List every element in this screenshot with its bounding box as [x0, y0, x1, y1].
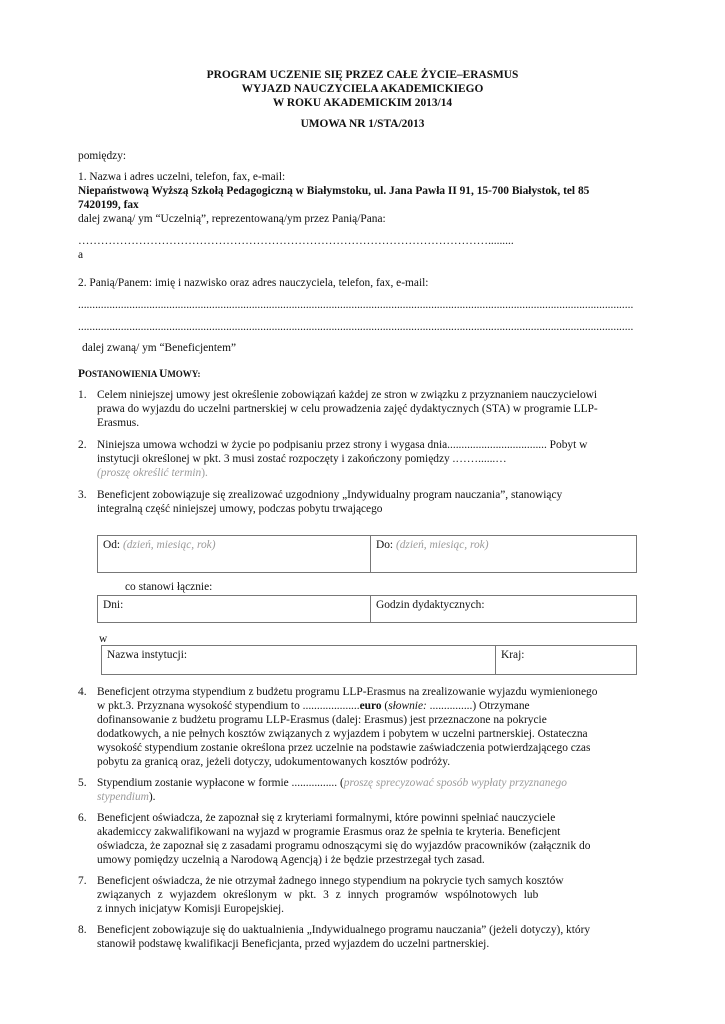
country-field[interactable]: Kraj: — [496, 646, 637, 675]
item-3-text: Beneficjent zobowiązuje się zrealizować uzgodniony „Indywidualny program nauczania”, stanowiący integralną część niniejszej umowy, podczas pobytu trwającego — [97, 489, 563, 515]
item-3-number: 3. — [78, 489, 87, 501]
item-6-text: Beneficjent oświadcza, że zapoznał się z kryteriami formalnymi, które powinni spełniać nauczyciele akademiccy zakwalifikowani na wyjazd w programie Erasmus oraz że spełnia te kryteria. Beneficjent oświadcza, że zapoznał się z zasadami programu odnoszącymi się do wyjazdów pracowników (załącznik do umowy pomiędzy uczelnią a Narodową Agencją) i że będzie przestrzegał tych zasad. — [97, 812, 591, 866]
from-date-field[interactable]: Od: (dzień, miesiąc, rok) — [98, 536, 371, 573]
item-7-number: 7. — [78, 875, 87, 887]
item-2-text: Niniejsza umowa wchodzi w życie po podpisaniu przez strony i wygasa dnia................................... Pobyt w instytucji określonej w pkt. 3 musi zostać rozpoczęty i zakończony pomiędzy .……......… (proszę określić termin). — [97, 439, 588, 479]
total-label: co stanowi łącznie: — [125, 581, 213, 593]
party2-label: 2. Panią/Panem: imię i nazwisko oraz adres nauczyciela, telefon, fax, e-mail: — [78, 277, 429, 289]
header-line-1: PROGRAM UCZENIE SIĘ PRZEZ CAŁE ŻYCIE–ERASMUS — [206, 69, 519, 81]
institution-name-field[interactable]: Nazwa instytucji: — [102, 646, 496, 675]
teacher-dots-1: ................................................................................................................................................................................................... — [78, 299, 634, 311]
item-4-number: 4. — [78, 686, 87, 698]
item-6-number: 6. — [78, 812, 87, 824]
university-name-line-2: 7420199, fax — [78, 199, 139, 211]
item-1-text: Celem niniejszej umowy jest określenie zobowiązań każdej ze stron w związku z przyznaniem nauczycielowi prawa do wyjazdu do uczelni partnerskiej w celu prowadzenia zajęć dydaktycznych (STA) w programie LLP- Erasmus. — [97, 389, 598, 429]
university-name-line-1: Niepaństwową Wyższą Szkołą Pedagogiczną w Białymstoku, ul. Jana Pawła II 91, 15-700 Białystok, tel 85 — [78, 185, 590, 197]
represented-by-text: dalej zwaną/ ym “Uczelnią”, reprezentowaną/ym przez Panią/Pana: — [78, 213, 386, 225]
item-5-text: Stypendium zostanie wypłacone w formie ................ (proszę sprecyzować sposób wypłaty przyznanego stypendium). — [97, 777, 567, 803]
header-line-2: WYJAZD NAUCZYCIELA AKADEMICKIEGO — [241, 83, 484, 95]
item-5-number: 5. — [78, 777, 87, 789]
to-date-field[interactable]: Do: (dzień, miesiąc, rok) — [371, 536, 637, 573]
item-8-number: 8. — [78, 924, 87, 936]
header-line-3: W ROKU AKADEMICKIM 2013/14 — [272, 97, 453, 109]
contract-number: UMOWA NR 1/STA/2013 — [300, 118, 425, 130]
item-2-number: 2. — [78, 439, 87, 451]
item-4-text: Beneficjent otrzyma stypendium z budżetu programu LLP-Erasmus na zrealizowanie wyjazdu wymienionego w pkt.3. Przyznana wysokość stypendium to ....................euro (słownie: ...............) Otrzymane dofinansowanie z budżetu programu LLP-Erasmus (dalej: Erasmus) jest przeznaczone na pokrycie dodatkowych, a nie pełnych kosztów związanych z wyjazdem i pobytem w uczelni partnerskiej. Ostateczna wysokość stypendium zostanie określona przez uczelnie na podstawie zaświadczenia potwierdzającego czas pobytu za granicą oraz, jeżeli dotyczy, udokumentowanych kosztów podróży. — [97, 686, 598, 768]
teacher-dots-2: ................................................................................................................................................................................................... — [78, 321, 634, 333]
representative-dots: ………………………………………………………………………………………………......... — [78, 235, 514, 247]
between-label: pomiędzy: — [78, 150, 127, 162]
beneficiary-text: dalej zwaną/ ym “Beneficjentem” — [82, 342, 237, 354]
and-label: a — [78, 249, 84, 261]
item-1-number: 1. — [78, 389, 87, 401]
teaching-hours-field[interactable]: Godzin dydaktycznych: — [371, 596, 637, 623]
item-7-text: Beneficjent oświadcza, że nie otrzymał żadnego innego stypendium na pokrycie tych samych kosztów związanych z wyjazdem określonym w pkt. 3 z innych programów wspólnotowych lub z innych inicjatyw Komisji Europejskiej. — [97, 875, 564, 915]
in-label: w — [99, 633, 108, 645]
days-field[interactable]: Dni: — [98, 596, 371, 623]
duration-table — [97, 595, 637, 623]
party1-label: 1. Nazwa i adres uczelni, telefon, fax, e-mail: — [78, 171, 286, 183]
item-8-text: Beneficjent zobowiązuje się do uaktualnienia „Indywidualnego programu nauczania” (jeżeli dotyczy), który stanowił podstawę kwalifikacji Beneficjanta, przed wyjazdem do uczelni partnerskiej. — [97, 924, 591, 950]
section-title: POSTANOWIENIA UMOWY: — [78, 368, 201, 380]
institution-table — [101, 645, 637, 675]
period-table — [97, 535, 637, 573]
